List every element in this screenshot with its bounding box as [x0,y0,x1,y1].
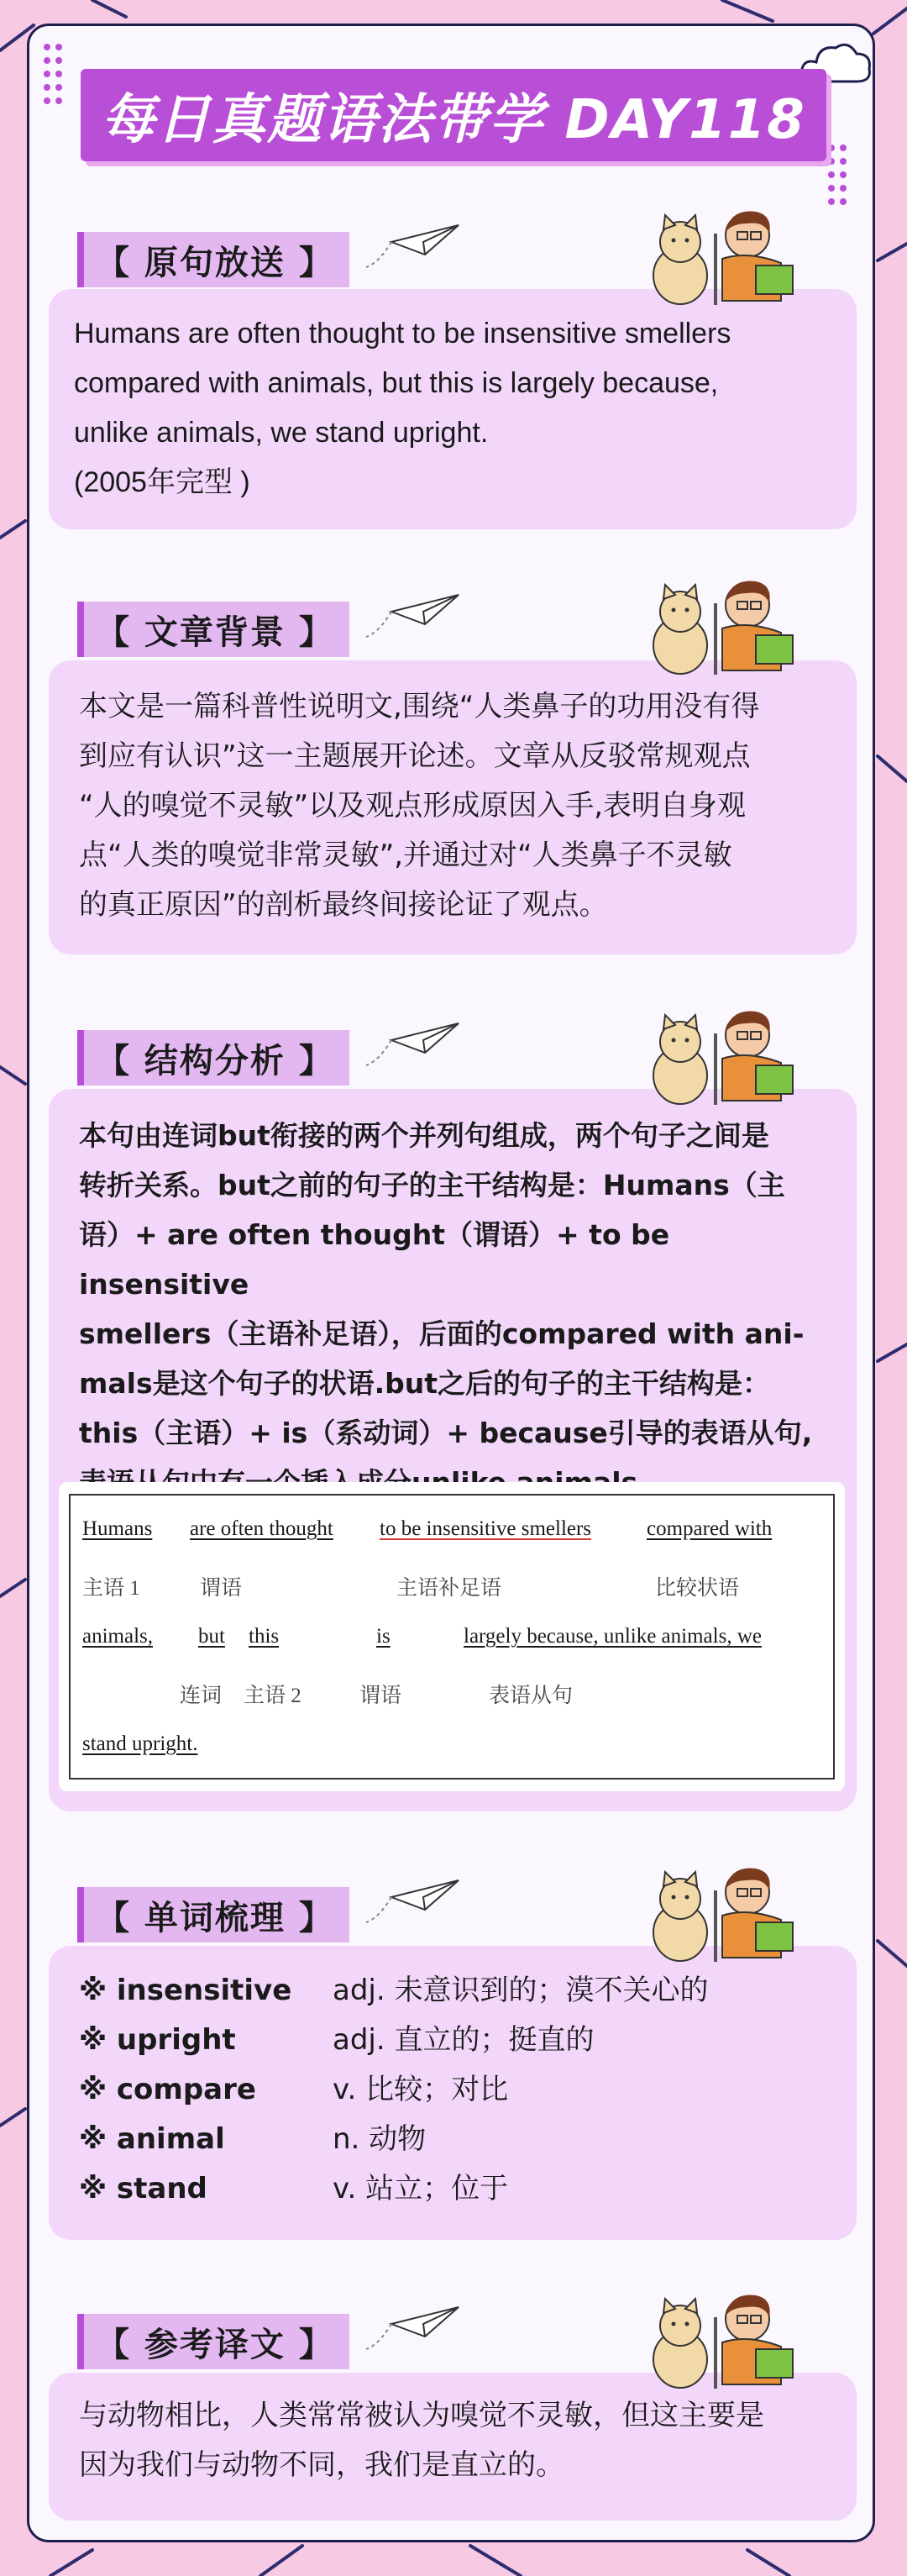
text-line: unlike animals, we stand upright. [74,417,489,449]
cat-and-reader-mascot [638,1000,806,1109]
diagram-label: 谓语 [359,1685,402,1707]
diagram-segment: stand upright. [82,1732,198,1755]
vocab-meaning: n. 动物 [333,2122,427,2156]
section-header-background [81,602,349,657]
diagram-label: 主语补足语 [396,1577,502,1600]
vocab-item [79,1966,826,2016]
original-sentence [74,309,831,507]
vocab-meaning: v. 比较；对比 [333,2073,509,2106]
diagram-segment: animals, [82,1625,154,1648]
text-line: 因为我们与动物不同，我们是直立的。 [79,2448,564,2482]
diagram-label: 比较状语 [655,1577,740,1600]
text-line: 的真正原因”的剖析最终间接论证了观点。 [79,888,608,922]
diagram-segment: largely because, unlike animals, we [464,1625,762,1648]
section-title: 【 文章背景 】 [96,612,334,652]
text-line: 语）+ are often thought（谓语）+ to be insensitive [79,1218,670,1301]
cat-and-reader-mascot [638,570,806,679]
vocab-item [79,2016,826,2065]
text-line: mals是这个句子的状语.but之后的句子的主干结构是： [79,1367,771,1400]
background-panel [49,660,857,954]
text-line: “人的嗅觉不灵敏”以及观点形成原因入手,表明自身观 [79,789,747,823]
structure-text [79,1111,826,1507]
section-title: 【 单词梳理 】 [96,1898,334,1937]
section-header-translation [81,2314,349,2369]
cat-and-reader-mascot [638,200,806,309]
sentence-structure-diagram [69,1494,835,1780]
vocab-meaning: v. 站立；位于 [333,2172,509,2205]
diagram-segment: this [249,1625,280,1648]
cat-and-reader-mascot [638,1857,806,1966]
cat-and-reader-mascot [638,2284,806,2393]
source-note: (2005年完型 ) [74,466,250,498]
text-line: 与动物相比，人类常常被认为嗅觉不灵敏，但这主要是 [79,2399,764,2432]
section-header-structure [81,1030,349,1086]
paper-plane-icon [366,1872,467,1939]
text-line: compared with animals, but this is largely because, [74,367,719,399]
dot-grid-icon [825,141,853,213]
section-title: 【 原句放送 】 [96,243,334,282]
diagram-label: 表语从句 [489,1685,574,1707]
page-title: 每日真题语法带学 DAY118 [101,89,806,151]
section-title: 【 参考译文 】 [96,2325,334,2364]
vocab-item [79,2164,826,2214]
diagram-segment: is [376,1625,391,1648]
vocab-word: ※ compare [79,2073,256,2106]
vocab-panel [49,1946,857,2240]
vocab-word: ※ animal [79,2122,225,2156]
vocab-item [79,2115,826,2164]
vocab-word: ※ insensitive [79,1974,292,2007]
background-text [79,682,826,930]
diagram-label: 连词 [180,1685,223,1707]
text-line: this（主语）+ is（系动词）+ because引导的表语从句, [79,1417,813,1449]
diagram-segment: but [198,1625,225,1648]
diagram-label: 主语 2 [244,1685,301,1707]
vocab-word: ※ stand [79,2172,207,2205]
translation-panel [49,2373,857,2521]
paper-plane-icon [366,1015,467,1082]
diagram-segment: Humans [82,1517,153,1540]
vocab-item [79,2065,826,2115]
original-sentence-panel [49,289,857,529]
text-line: 本文是一篇科普性说明文,围绕“人类鼻子的功用没有得 [79,690,760,723]
translation-text [79,2391,826,2490]
paper-plane-icon [366,217,467,284]
text-line: 到应有认识”这一主题展开论述。文章从反驳常规观点 [79,739,751,773]
paper-plane-icon [366,2299,467,2366]
diagram-label: 主语 1 [82,1577,140,1600]
vocab-word: ※ upright [79,2023,236,2057]
text-line: smellers（主语补足语），后面的compared with ani- [79,1317,805,1350]
text-line: 本句由连词but衔接的两个并列句组成，两个句子之间是 [79,1119,769,1152]
section-header-original [81,232,349,287]
vocab-meaning: adj. 未意识到的；漠不关心的 [333,1974,709,2007]
diagram-label: 谓语 [200,1577,243,1600]
dot-grid-icon [40,40,74,108]
diagram-segment: compared with [647,1517,773,1540]
vocab-meaning: adj. 直立的；挺直的 [333,2023,595,2057]
diagram-segment: to be insensitive smellers [380,1517,592,1540]
section-title: 【 结构分析 】 [96,1041,334,1080]
text-line: Humans are often thought to be insensitive smellers [74,318,731,350]
paper-plane-icon [366,586,467,654]
section-header-vocab [81,1887,349,1943]
diagram-segment: are often thought [190,1517,333,1540]
page-title-bar [81,69,826,161]
text-line: 转折关系。but之前的句子的主干结构是：Humans（主 [79,1169,785,1201]
text-line: 点“人类的嗅觉非常灵敏”,并通过对“人类鼻子不灵敏 [79,839,732,872]
